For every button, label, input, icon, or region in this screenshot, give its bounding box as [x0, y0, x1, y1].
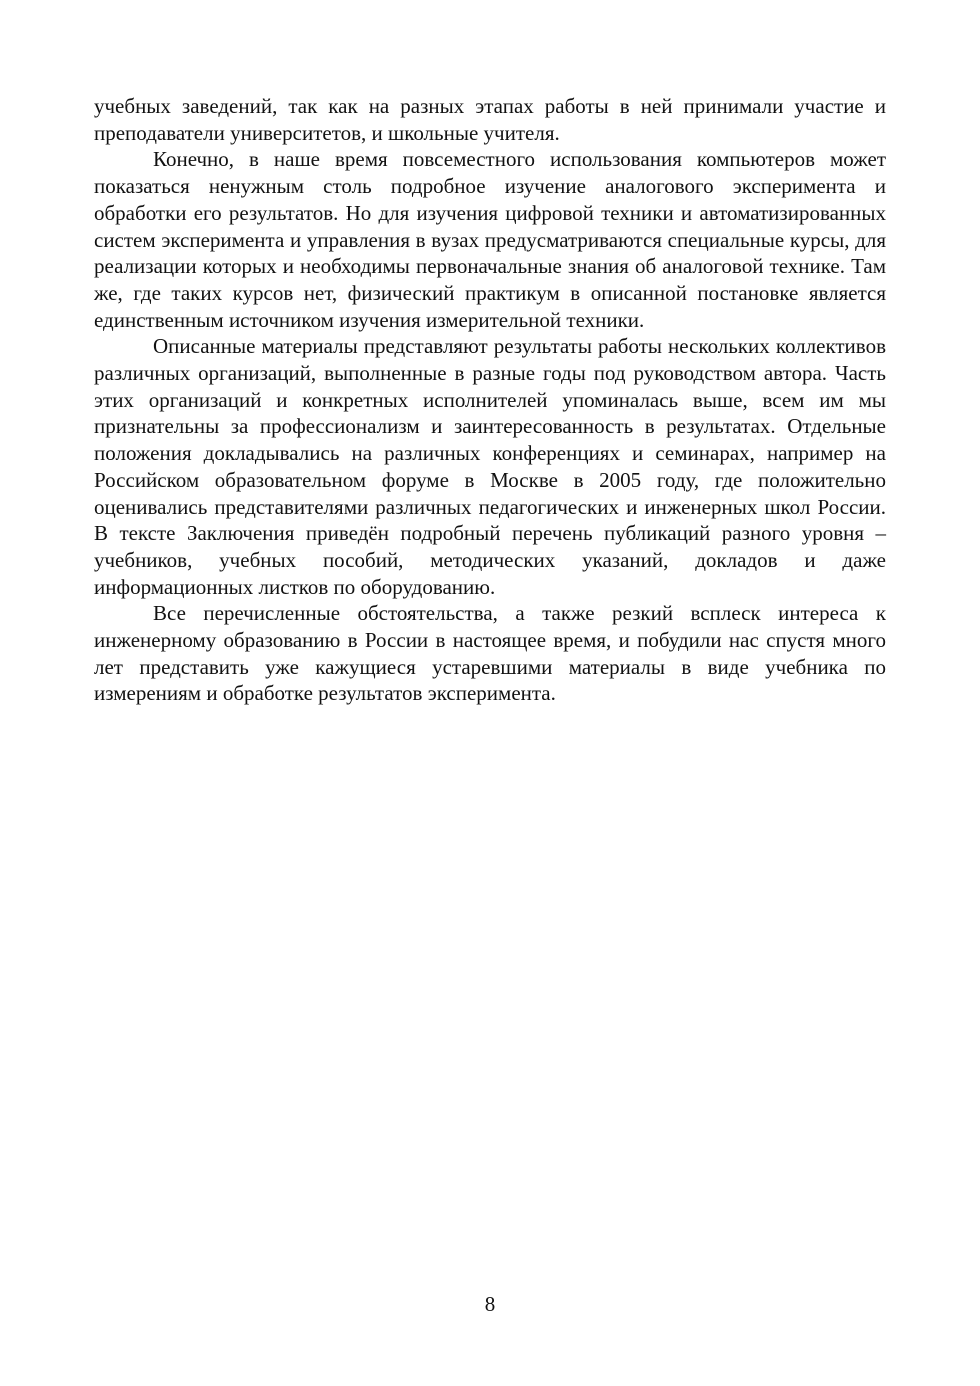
page-number: 8 — [484, 1292, 496, 1316]
paragraph: Конечно, в наше время повсеместного использования компьютеров может показаться ненужным столь подробное изучение аналогового эксперимента и обработки его результатов. Но для изучения цифровой техники и автоматизированных систем эксперимента и управления в вузах предусматриваются специальные курсы, для реализации которых и необходимы первоначальные знания об аналоговой технике. Там же, где таких курсов нет, физический практикум в описанной постановке является единственным источником изучения измерительной техники. — [94, 147, 886, 332]
body-text — [94, 93, 886, 707]
paragraph: Все перечисленные обстоятельства, а также резкий всплеск интереса к инженерному образованию в России в настоящее время, и побудили нас спустя много лет представить уже кажущиеся устаревшими материалы в виде учебника по измерениям и обработке результатов эксперимента. — [94, 601, 886, 706]
paragraph: Описанные материалы представляют результаты работы нескольких коллективов различных организаций, выполненные в разные годы под руководством автора. Часть этих организаций и конкретных исполнителей упоминалась выше, всем им мы признательны за профессионализм и заинтересованность в результатах. Отдельные положения докладывались на различных конференциях и семинарах, например на Российском образовательном форуме в Москве в 2005 году, где положительно оценивались представителями различных педагогических и инженерных школ России. В тексте Заключения приведён подробный перечень публикаций разного уровня – учебников, учебных пособий, методических указаний, докладов и даже информационных листков по оборудованию. — [94, 334, 886, 599]
paragraph-continued: учебных заведений, так как на разных этапах работы в ней принимали участие и преподаватели университетов, и школьные учителя. — [94, 94, 886, 145]
